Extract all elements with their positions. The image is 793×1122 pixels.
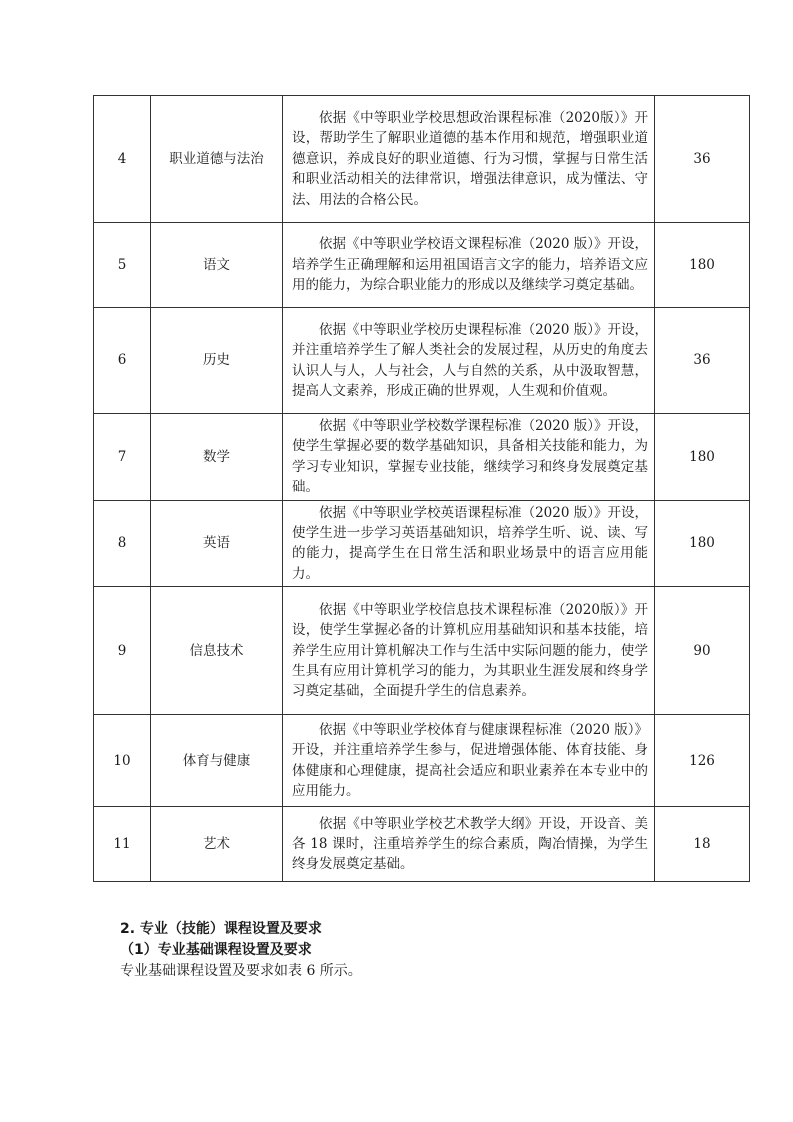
course-name: 历史 xyxy=(151,308,283,414)
course-hours: 180 xyxy=(655,223,750,308)
section-heading: 2. 专业（技能）课程设置及要求 xyxy=(120,921,322,937)
body-paragraph: 专业基础课程设置及要求如表 6 所示。 xyxy=(120,963,362,979)
table-row xyxy=(94,587,750,715)
table-row xyxy=(94,96,750,223)
course-number: 10 xyxy=(94,715,151,807)
course-number: 9 xyxy=(94,587,151,715)
course-hours: 18 xyxy=(655,807,750,882)
course-hours: 126 xyxy=(655,715,750,807)
course-number: 11 xyxy=(94,807,151,882)
course-description: 依据《中等职业学校英语课程标准（2020 版）》开设，使学生进一步学习英语基础知识，培养学生听、说、读、写的能力，提高学生在日常生活和职业场景中的语言应用能力。 xyxy=(283,500,655,587)
table-row xyxy=(94,807,750,882)
course-hours: 180 xyxy=(655,500,750,587)
course-name: 艺术 xyxy=(151,807,283,882)
course-description: 依据《中等职业学校体育与健康课程标准（2020 版）》开设，并注重培养学生参与，促进增强体能、体育技能、身体健康和心理健康，提高社会适应和职业素养在本专业中的应用能力。 xyxy=(283,715,655,807)
course-description: 依据《中等职业学校历史课程标准（2020 版）》开设，并注重培养学生了解人类社会的发展过程，从历史的角度去认识人与人，人与社会，人与自然的关系，从中汲取智慧，提高人文素养，形成正确的世界观，人生观和价值观。 xyxy=(283,308,655,414)
table-row xyxy=(94,308,750,414)
course-description: 依据《中等职业学校信息技术课程标准（2020版）》开设，使学生掌握必备的计算机应用基础知识和基本技能，培养学生应用计算机解决工作与生活中实际问题的能力，使学生具有应用计算机学习的能力，为其职业生涯发展和终身学习奠定基础，全面提升学生的信息素养。 xyxy=(283,587,655,715)
course-hours: 180 xyxy=(655,414,750,501)
table-row xyxy=(94,223,750,308)
course-hours: 36 xyxy=(655,308,750,414)
course-hours: 36 xyxy=(655,96,750,223)
course-description: 依据《中等职业学校思想政治课程标准（2020版）》开设，帮助学生了解职业道德的基本作用和规范，增强职业道德意识，养成良好的职业道德、行为习惯，掌握与日常生活和职业活动相关的法律常识，增强法律意识，成为懂法、守法、用法的合格公民。 xyxy=(283,96,655,223)
course-description: 依据《中等职业学校艺术教学大纲》开设，开设音、美各 18 课时，注重培养学生的综合素质，陶冶情操，为学生终身发展奠定基础。 xyxy=(283,807,655,882)
course-number: 5 xyxy=(94,223,151,308)
subsection-heading: （1）专业基础课程设置及要求 xyxy=(120,942,312,958)
course-name: 英语 xyxy=(151,500,283,587)
course-number: 6 xyxy=(94,308,151,414)
table-row xyxy=(94,715,750,807)
table-row xyxy=(94,414,750,501)
table-row xyxy=(94,500,750,587)
course-name: 数学 xyxy=(151,414,283,501)
course-number: 4 xyxy=(94,96,151,223)
course-number: 7 xyxy=(94,414,151,501)
course-name: 信息技术 xyxy=(151,587,283,715)
course-description: 依据《中等职业学校数学课程标准（2020 版）》开设，使学生掌握必要的数学基础知识，具备相关技能和能力，为学习专业知识，掌握专业技能，继续学习和终身发展奠定基础。 xyxy=(283,414,655,501)
course-number: 8 xyxy=(94,500,151,587)
course-name: 职业道德与法治 xyxy=(151,96,283,223)
course-hours: 90 xyxy=(655,587,750,715)
course-description: 依据《中等职业学校语文课程标准（2020 版）》开设，培养学生正确理解和运用祖国语言文字的能力，培养语文应用的能力，为综合职业能力的形成以及继续学习奠定基础。 xyxy=(283,223,655,308)
course-table xyxy=(93,95,750,882)
course-name: 体育与健康 xyxy=(151,715,283,807)
course-name: 语文 xyxy=(151,223,283,308)
